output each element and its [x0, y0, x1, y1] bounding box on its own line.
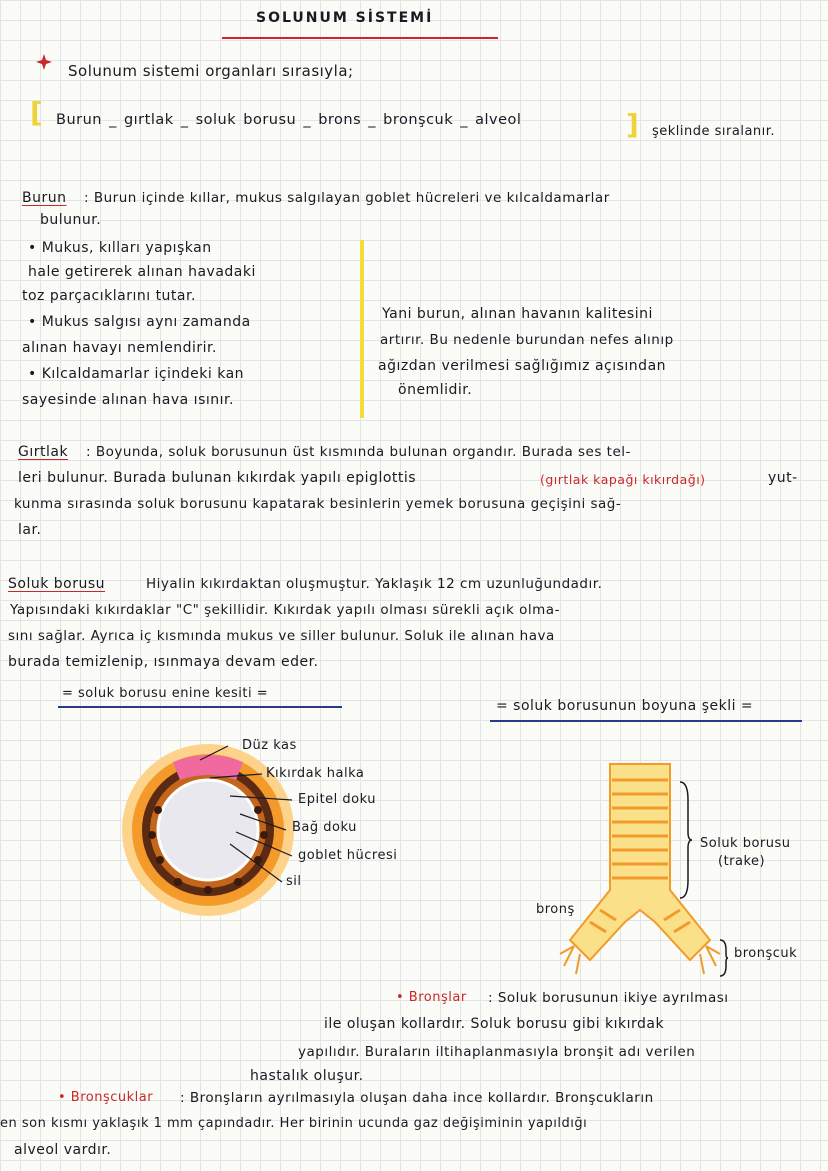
bronscuklar-line3: alveol vardır.	[14, 1142, 112, 1158]
burun-bullet3-line2: sayesinde alınan hava ısınır.	[22, 392, 234, 408]
open-bracket-icon: [	[30, 96, 43, 129]
cross-section-pointers	[200, 740, 320, 890]
yellow-brace	[360, 240, 364, 418]
page-title: SOLUNUM SİSTEMİ	[256, 10, 434, 26]
girtlak-line1: : Boyunda, soluk borusunun üst kısmında bulunan organdır. Burada ses tel-	[86, 444, 631, 460]
girtlak-line2: leri bulunur. Burada bulunan kıkırdak yapılı epiglottis	[18, 470, 417, 486]
burun-line2: bulunur.	[40, 212, 102, 228]
cross-section-title: = soluk borusu enine kesiti =	[62, 686, 269, 701]
longitudinal-title: = soluk borusunun boyuna şekli =	[496, 698, 754, 714]
intro-line: Solunum sistemi organları sırasıyla;	[68, 62, 354, 80]
burun-note-line1: Yani burun, alınan havanın kalitesini	[382, 306, 653, 322]
bronscuklar-line2: en son kısmı yaklaşık 1 mm çapındadır. Her birinin ucunda gaz değişiminin yapıldığı	[0, 1116, 588, 1131]
bronscuklar-line1: : Bronşların ayrılmasıyla oluşan daha ince kollardır. Bronşcukların	[180, 1090, 654, 1106]
soluk-line2: Yapısındaki kıkırdaklar "C" şekillidir. Kıkırdak yapılı olması sürekli açık olma-	[10, 602, 560, 618]
title-underline	[222, 37, 498, 39]
soluk-line4: burada temizlenip, ısınmaya devam eder.	[8, 654, 319, 670]
red-bullet-icon	[36, 54, 52, 70]
burun-bullet1-line3: toz parçacıklarını tutar.	[22, 288, 196, 304]
burun-heading: Burun	[22, 190, 67, 206]
girtlak-line2-tail: yut-	[768, 470, 798, 486]
soluk-line1: Hiyalin kıkırdaktan oluşmuştur. Yaklaşık 12 cm uzunluğundadır.	[146, 576, 603, 592]
girtlak-heading: Gırtlak	[18, 444, 69, 460]
soluk-heading: Soluk borusu	[8, 576, 106, 592]
trachea-brace	[678, 780, 692, 900]
bronscuklar-heading: • Bronşcuklar	[58, 1090, 154, 1105]
soluk-line3: sını sağlar. Ayrıca iç kısmında mukus ve siller bulunur. Soluk ile alınan hava	[8, 628, 555, 644]
label-brons: bronş	[536, 902, 575, 917]
burun-bullet2-line1: • Mukus salgısı aynı zamanda	[28, 314, 251, 330]
intro-suffix: şeklinde sıralanır.	[652, 124, 776, 139]
bronslar-heading: • Bronşlar	[396, 990, 467, 1005]
cross-title-underline	[58, 706, 342, 708]
burun-note-line4: önemlidir.	[398, 382, 473, 398]
burun-bullet1-line2: hale getirerek alınan havadaki	[28, 264, 256, 280]
long-title-underline	[490, 720, 802, 722]
label-duz-kas: Düz kas	[242, 738, 297, 753]
label-bronscuk: bronşcuk	[734, 946, 798, 961]
label-bag-doku: Bağ doku	[292, 820, 357, 835]
bronslar-line2: ile oluşan kollardır. Soluk borusu gibi kıkırdak	[324, 1016, 665, 1032]
organ-sequence: Burun _ gırtlak _ soluk borusu _ brons _ bronşcuk _ alveol	[56, 112, 522, 128]
trachea-longitudinal	[560, 760, 720, 980]
burun-bullet2-line2: alınan havayı nemlendirir.	[22, 340, 217, 356]
bronslar-line3: yapılıdır. Buraların iltihaplanmasıyla bronşit adı verilen	[298, 1044, 696, 1060]
label-trake: (trake)	[718, 854, 766, 869]
close-bracket-icon: ]	[626, 108, 639, 141]
bronslar-line1: : Soluk borusunun ikiye ayrılması	[488, 990, 729, 1006]
burun-note-line3: ağızdan verilmesi sağlığımız açısından	[378, 358, 667, 374]
girtlak-line4: lar.	[18, 522, 42, 538]
burun-bullet1-line1: • Mukus, kılları yapışkan	[28, 240, 212, 256]
epiglottis-note: (gırtlak kapağı kıkırdağı)	[540, 472, 706, 487]
label-soluk-borusu: Soluk borusu	[700, 836, 791, 851]
label-goblet: goblet hücresi	[298, 848, 398, 863]
burun-note-line2: artırır. Bu nedenle burundan nefes alınıp	[380, 332, 674, 348]
burun-bullet3-line1: • Kılcaldamarlar içindeki kan	[28, 366, 245, 382]
label-epitel-doku: Epitel doku	[298, 792, 376, 807]
label-sil: sil	[286, 874, 302, 889]
burun-line1: : Burun içinde kıllar, mukus salgılayan goblet hücreleri ve kılcaldamarlar	[84, 190, 610, 206]
bronslar-line4: hastalık oluşur.	[250, 1068, 364, 1084]
girtlak-line3: kunma sırasında soluk borusunu kapatarak besinlerin yemek borusuna geçişini sağ-	[14, 496, 622, 512]
bronscuk-brace	[718, 938, 728, 978]
label-kikirdak-halka: Kıkırdak halka	[266, 766, 365, 781]
